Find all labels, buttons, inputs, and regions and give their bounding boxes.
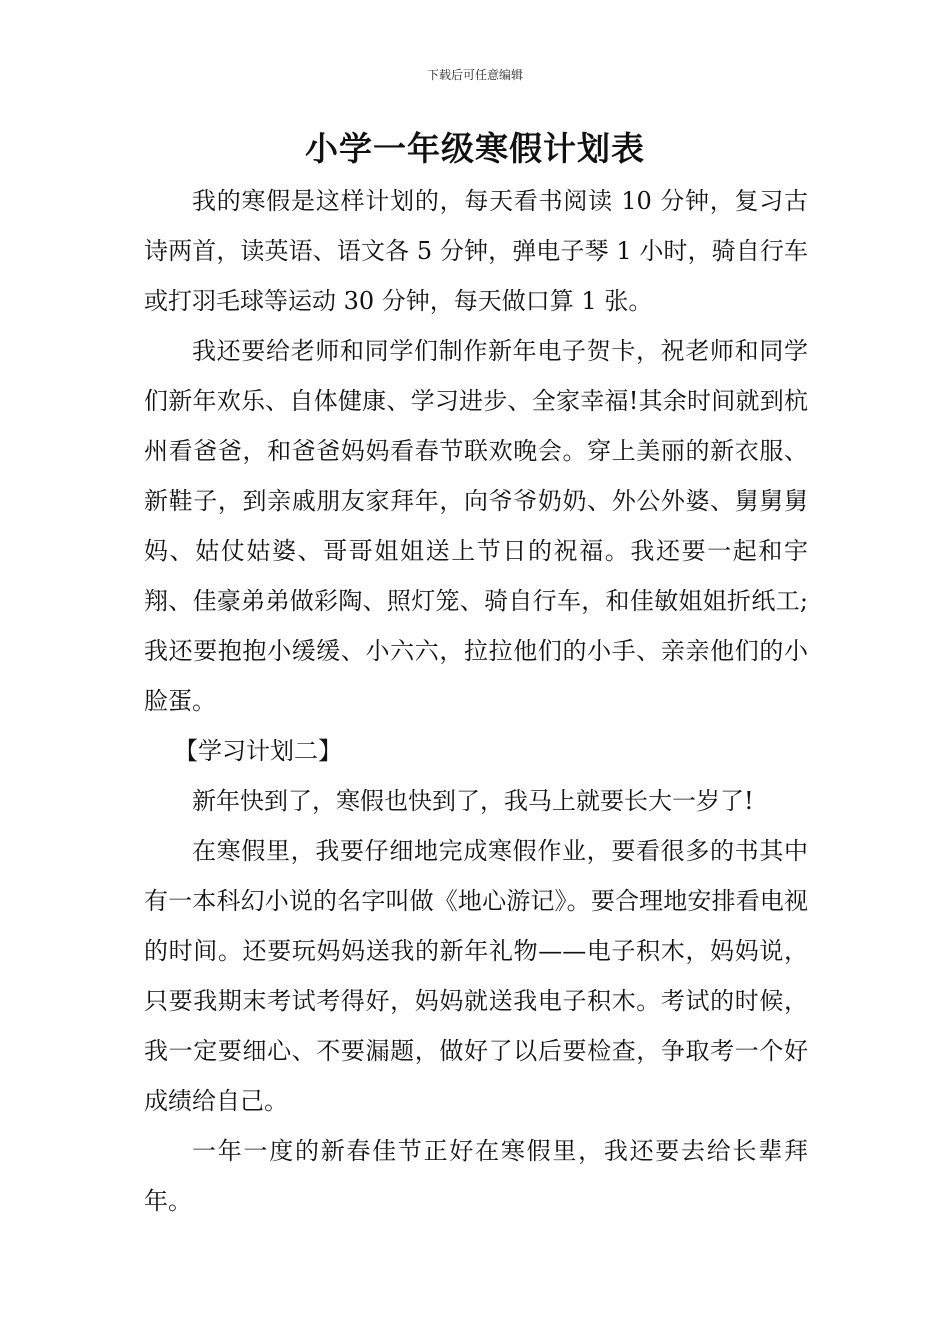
paragraph: 在寒假里，我要仔细地完成寒假作业，要看很多的书其中有一本科幻小说的名字叫做《地心游记》。要合理地安排看电视的时间。还要玩妈妈送我的新年礼物——电子积木，妈妈说，只要我期末考试考得好，妈妈就送我电子积木。考试的时候，我一定要细心、不要漏题，做好了以后要检查，争取考一个好成绩给自己。 xyxy=(144,837,808,1115)
document-body xyxy=(144,176,808,1226)
paragraph: 我还要给老师和同学们制作新年电子贺卡，祝老师和同学们新年欢乐、自体健康、学习进步、全家幸福!其余时间就到杭州看爸爸，和爸爸妈妈看春节联欢晚会。穿上美丽的新衣服、新鞋子，到亲戚朋友家拜年，向爷爷奶奶、外公外婆、舅舅舅妈、姑仗姑婆、哥哥姐姐送上节日的祝福。我还要一起和宇翔、佳豪弟弟做彩陶、照灯笼、骑自行车，和佳敏姐姐折纸工;我还要抱抱小缓缓、小六六，拉拉他们的小手、亲亲他们的小脸蛋。 xyxy=(144,337,808,715)
section-heading: 【学习计划二】 xyxy=(174,737,342,765)
paragraph: 我的寒假是这样计划的，每天看书阅读 10 分钟，复习古诗两首，读英语、语文各 5 分钟，弹电子琴 1 小时，骑自行车或打羽毛球等运动 30 分钟，每天做口算 1 张。 xyxy=(144,187,808,315)
header-note: 下载后可任意编辑 xyxy=(426,68,523,82)
document-title: 小学一年级寒假计划表 xyxy=(305,129,645,168)
paragraph: 新年快到了，寒假也快到了，我马上就要长大一岁了! xyxy=(192,787,754,815)
paragraph: 一年一度的新春佳节正好在寒假里，我还要去给长辈拜年。 xyxy=(144,1137,808,1215)
